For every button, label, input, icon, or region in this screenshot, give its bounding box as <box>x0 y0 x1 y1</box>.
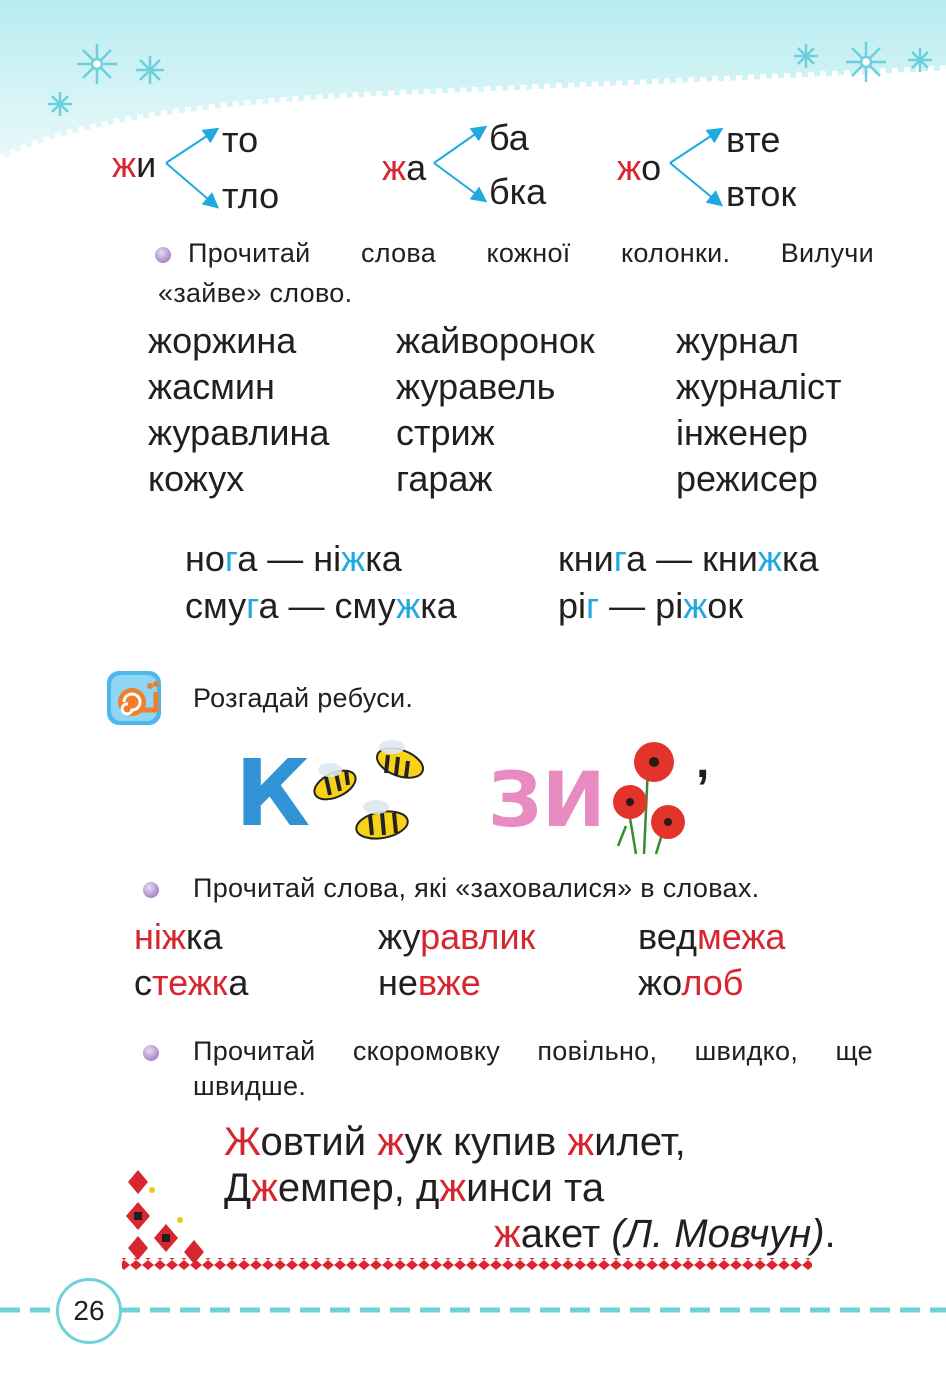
word-column <box>396 318 595 502</box>
syllable-base: жо <box>617 147 662 188</box>
footer-divider <box>0 1300 946 1320</box>
hidden-word: стежка <box>134 962 249 1003</box>
word: інженер <box>676 412 808 453</box>
syllable-ending: тло <box>222 175 280 216</box>
instruction-line: Розгадай ребуси. <box>193 683 414 713</box>
word: журавлина <box>148 412 330 453</box>
bees-icon <box>300 735 435 855</box>
hidden-word: ніжка <box>134 916 223 957</box>
syllable-ending: ба <box>489 117 529 158</box>
instruction-line: Прочитай слова кожної колонки. Вилучи <box>188 238 874 268</box>
rebus-letters: ЗИ <box>488 755 606 844</box>
bullet-icon <box>143 1045 159 1061</box>
tongue-twister-line: Джемпер, джинси та <box>224 1166 605 1210</box>
word-column <box>676 318 842 502</box>
word-pair: нога — ніжка <box>185 538 402 579</box>
syllable-ending: вток <box>726 173 797 214</box>
word-pair: смуга — смужка <box>185 585 457 626</box>
word: жайворонок <box>396 320 595 361</box>
syllable-ending: бка <box>489 171 547 212</box>
hidden-word: ведмежа <box>638 916 786 957</box>
poppy-icon <box>634 742 674 782</box>
syllable-ending: вте <box>726 119 781 160</box>
tongue-twister-line: жакет (Л. Мовчун). <box>494 1212 836 1256</box>
word: жоржина <box>148 320 297 361</box>
syllable-arrows <box>0 110 946 220</box>
rebus-letter: К <box>235 740 311 847</box>
word: стриж <box>396 412 495 453</box>
bee-icon <box>310 763 360 805</box>
word-column <box>148 318 329 502</box>
poppies-icon <box>608 736 694 856</box>
word: жасмин <box>148 366 275 407</box>
instruction-line: «зайве» слово. <box>158 278 353 308</box>
tongue-twister-line: Жовтий жук купив жилет, <box>224 1120 686 1164</box>
bullet-icon <box>143 882 159 898</box>
word-pair: книга — книжка <box>558 538 819 579</box>
poppy-icon <box>613 785 647 819</box>
instruction-line: швидше. <box>193 1071 307 1101</box>
syllable-base: жа <box>382 147 427 188</box>
syllable-base: жи <box>112 144 157 185</box>
word: режисер <box>676 458 818 499</box>
bee-icon <box>354 800 410 842</box>
hidden-word: невже <box>378 962 481 1003</box>
bee-icon <box>373 740 427 783</box>
snail-icon <box>106 670 162 726</box>
instruction-line: Прочитай слова, які «заховалися» в словах. <box>193 873 760 903</box>
syllable-ending: то <box>222 119 259 160</box>
page-number: 26 <box>56 1278 122 1344</box>
hidden-word: жолоб <box>638 962 744 1003</box>
embroidery-ornament <box>118 1160 818 1272</box>
poppy-icon <box>651 805 685 839</box>
author: (Л. Мовчун) <box>611 1212 825 1256</box>
word: журнал <box>676 320 800 361</box>
rebus-comma: , <box>696 735 710 788</box>
bullet-icon <box>155 247 171 263</box>
instruction-line: Прочитай скоромовку повільно, швидко, ще <box>193 1036 873 1066</box>
word: журналіст <box>676 366 842 407</box>
word: гараж <box>396 458 493 499</box>
hidden-word: журавлик <box>378 916 536 957</box>
word-pair: ріг — ріжок <box>558 585 744 626</box>
word: журавель <box>396 366 556 407</box>
word: кожух <box>148 458 245 499</box>
